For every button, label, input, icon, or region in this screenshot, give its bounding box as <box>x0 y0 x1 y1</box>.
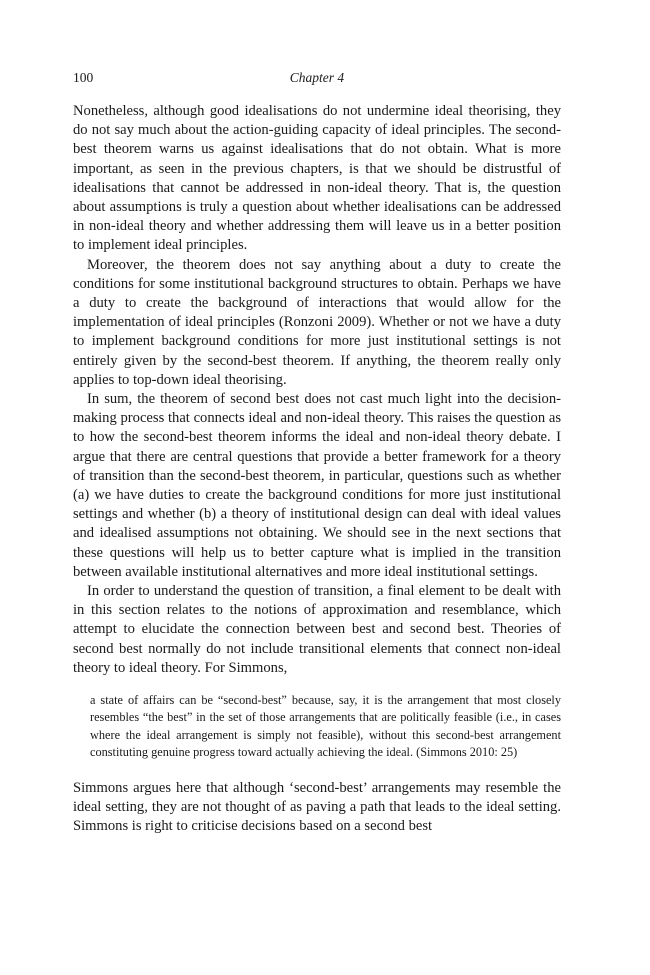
block-quote: a state of affairs can be “second-best” because, say, it is the arrangement that most closely resembles “the best” in the set of those arrangements that are politically feasible (i.e., in cases where the ideal arrangement is simply not feasible), without this second-best arrangement constituting genuine progress toward actually achieving the ideal. (Simmons 2010: 25) <box>90 693 561 759</box>
closing-paragraph: Simmons argues here that although ‘second-best’ arrangements may resemble the ideal setting, they are not thought of as paving a path that leads to the ideal setting. Simmons is right to criticise decisions based on a second best <box>73 779 561 835</box>
page-number: 100 <box>73 70 94 85</box>
paragraph-2: Moreover, the theorem does not say anything about a duty to create the conditions for some institutional background structures to obtain. Perhaps we have a duty to create the background of interactions that would allow for the implementation of ideal principles (Ronzoni 2009). Whether or not we have a duty to implement background conditions for more just institutional settings is not entirely given by the second-best theorem. If anything, the theorem really only applies to top-down ideal theorising. <box>73 256 561 388</box>
running-head: Chapter 4 <box>289 70 345 85</box>
page-header <box>73 70 561 90</box>
paragraph-1: Nonetheless, although good idealisations do not undermine ideal theorising, they do not say much about the action-guiding capacity of ideal principles. The second-best theorem warns us against idealisations that do not obtain. What is more important, as seen in the previous chapters, is that we should be distrustful of idealisations that cannot be addressed in non-ideal theory. That is, the question about assumptions is truly a question about whether idealisations can be addressed in non-ideal theory and whether addressing them will leave us in a better position to implement ideal principles. <box>73 103 561 254</box>
book-page <box>73 0 561 837</box>
paragraph-4: In order to understand the question of transition, a final element to be dealt with in this section relates to the notions of approximation and resemblance, which attempt to elucidate the connection between best and second best. Theories of second best normally do not include transitional elements that connect non-ideal theory to ideal theory. For Simmons, <box>73 583 561 676</box>
body-text <box>73 102 561 837</box>
paragraph-3: In sum, the theorem of second best does not cast much light into the decision-making process that connects ideal and non-ideal theory. This raises the question as to how the second-best theorem informs the ideal and non-ideal theory debate. I argue that there are central questions that provide a better framework for a theory of transition than the second-best theorem, in particular, questions such as whether (a) we have duties to create the background conditions for more just institutional settings and whether (b) a theory of institutional design can deal with ideal values and idealised assumptions not obtaining. We should see in the next sections that these questions will help us to better capture what is implied in the transition between available institutional alternatives and more ideal institutional settings. <box>73 391 561 580</box>
